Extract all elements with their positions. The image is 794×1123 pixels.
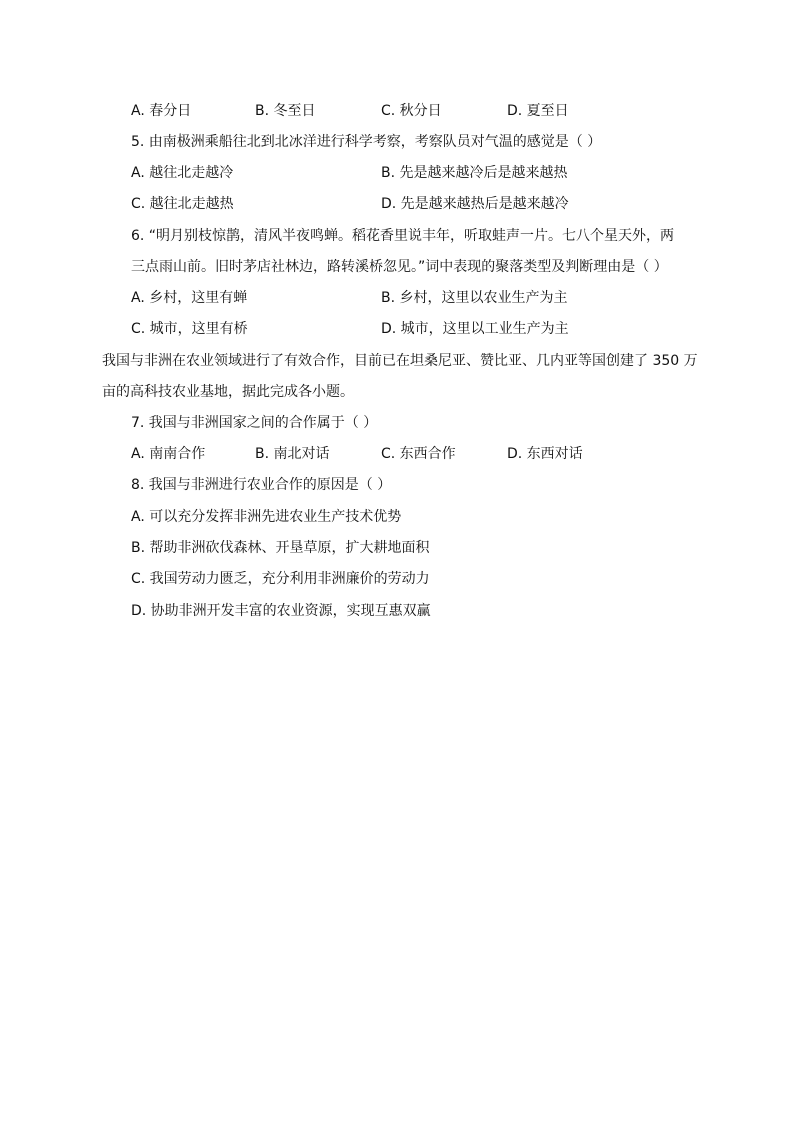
q8-option-d-row (0, 599, 794, 623)
q5-option-d: D. 先是越来越热后是越来越冷 (381, 196, 569, 212)
q7-option-c: C. 东西合作 (381, 446, 456, 462)
q5-options-row1 (0, 161, 794, 185)
q4-option-c: C. 秋分日 (381, 103, 442, 119)
q8-option-a: A. 可以充分发挥非洲先进农业生产技术优势 (131, 509, 402, 525)
q7-options (0, 442, 794, 466)
q8-stem: 8. 我国与非洲进行农业合作的原因是（ ） (131, 477, 392, 493)
q6-stem-line1: 6. “明月别枝惊鹊，清风半夜鸣蝉。稻花香里说丰年，听取蛙声一片。七八个星天外，两 (131, 228, 675, 244)
q8-option-c: C. 我国劳动力匮乏，充分利用非洲廉价的劳动力 (131, 571, 430, 587)
q8-option-b-row (0, 536, 794, 560)
q8-option-c-row (0, 567, 794, 591)
q7-stem-row (0, 411, 794, 435)
q5-stem: 5. 由南极洲乘船往北到北冰洋进行科学考察，考察队员对气温的感觉是（ ） (131, 134, 602, 150)
q7-option-d: D. 东西对话 (507, 446, 583, 462)
q6-option-c: C. 城市，这里有桥 (131, 321, 248, 337)
q6-stem-line2: 三点雨山前。旧时茅店社林边，路转溪桥忽见。”词中表现的聚落类型及判断理由是（ ） (131, 259, 668, 275)
passage-row2 (0, 380, 794, 404)
q6-option-b: B. 乡村，这里以农业生产为主 (381, 290, 568, 306)
q8-option-b: B. 帮助非洲砍伐森林、开垦草原，扩大耕地面积 (131, 540, 430, 556)
passage-row1 (0, 349, 794, 373)
q5-stem-row (0, 130, 794, 154)
q6-options-row2 (0, 317, 794, 341)
q5-option-b: B. 先是越来越冷后是越来越热 (381, 165, 568, 181)
passage-line1: 我国与非洲在农业领域进行了有效合作，目前已在坦桑尼亚、赞比亚、几内亚等国创建了 350 万 (102, 353, 698, 369)
q7-option-b: B. 南北对话 (255, 446, 330, 462)
q4-option-b: B. 冬至日 (255, 103, 316, 119)
q4-option-a: A. 春分日 (131, 103, 192, 119)
q8-option-d: D. 协助非洲开发丰富的农业资源，实现互惠双赢 (131, 603, 431, 619)
q4-options (0, 99, 794, 123)
q6-options-row1 (0, 286, 794, 310)
passage-line2: 亩的高科技农业基地，据此完成各小题。 (102, 384, 354, 400)
q5-option-a: A. 越往北走越冷 (131, 165, 234, 181)
q5-option-c: C. 越往北走越热 (131, 196, 234, 212)
q6-stem-row2 (0, 255, 794, 279)
q6-option-a: A. 乡村，这里有蝉 (131, 290, 248, 306)
q8-option-a-row (0, 505, 794, 529)
q7-stem: 7. 我国与非洲国家之间的合作属于（ ） (131, 415, 378, 431)
q6-stem-row1 (0, 224, 794, 248)
q5-options-row2 (0, 192, 794, 216)
q4-option-d: D. 夏至日 (507, 103, 569, 119)
q7-option-a: A. 南南合作 (131, 446, 206, 462)
q8-stem-row (0, 473, 794, 497)
q6-option-d: D. 城市，这里以工业生产为主 (381, 321, 569, 337)
